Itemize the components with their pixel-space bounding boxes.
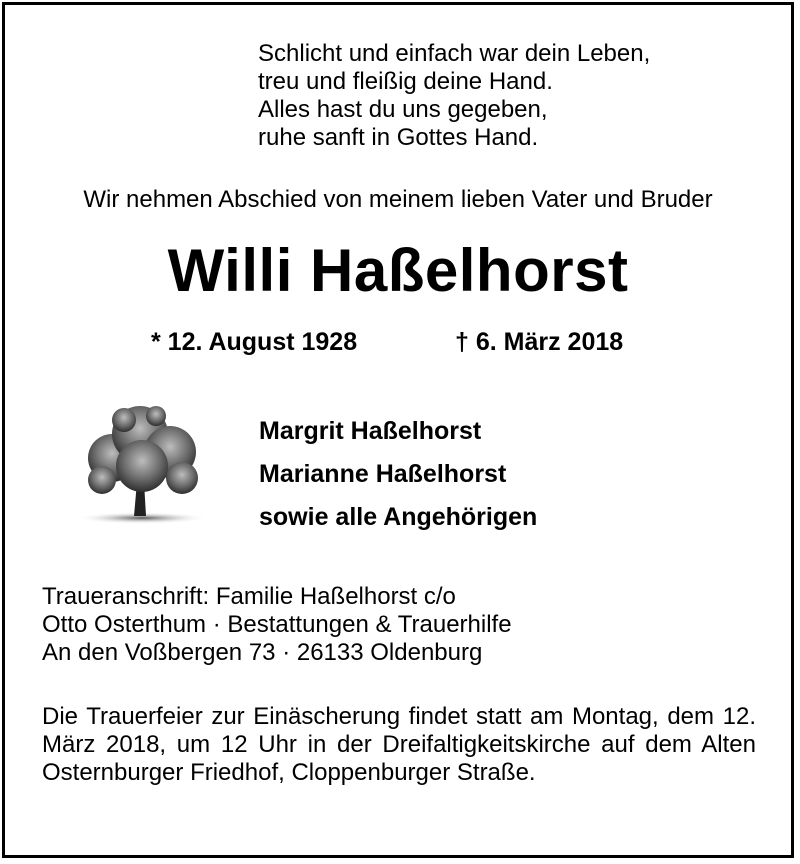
mourning-address — [42, 583, 512, 667]
deceased-name: Willi Haßelhorst — [167, 237, 629, 304]
mourner-name: Margrit Haßelhorst — [259, 417, 482, 445]
poem — [258, 40, 650, 152]
address-line: Traueranschrift: Familie Haßelhorst c/o — [42, 583, 456, 610]
mourner-name: Marianne Haßelhorst — [259, 460, 507, 488]
address-line: Otto Osterthum · Bestattungen & Trauerhilfe — [42, 611, 512, 638]
intro-text: Wir nehmen Abschied von meinem lieben Vater und Bruder — [83, 186, 713, 213]
poem-line: ruhe sanft in Gottes Hand. — [258, 124, 539, 151]
poem-line: treu und fleißig deine Hand. — [258, 68, 553, 95]
poem-line: Alles hast du uns gegeben, — [258, 96, 548, 123]
tree-icon — [72, 400, 212, 530]
address-line: An den Voßbergen 73 · 26133 Oldenburg — [42, 639, 483, 666]
death-date: † 6. März 2018 — [455, 328, 624, 356]
birth-date: * 12. August 1928 — [151, 328, 358, 356]
mourner-name: sowie alle Angehörigen — [259, 503, 538, 531]
ceremony-text: Die Trauerfeier zur Einäscherung findet statt am Montag, dem 12. März 2018, um 12 Uhr in der Dreifaltigkeitskirche auf dem Alten Osternburger Friedhof, Cloppenburger Straße. — [42, 703, 756, 786]
mourners-list — [259, 410, 537, 539]
poem-line: Schlicht und einfach war dein Leben, — [258, 40, 651, 67]
